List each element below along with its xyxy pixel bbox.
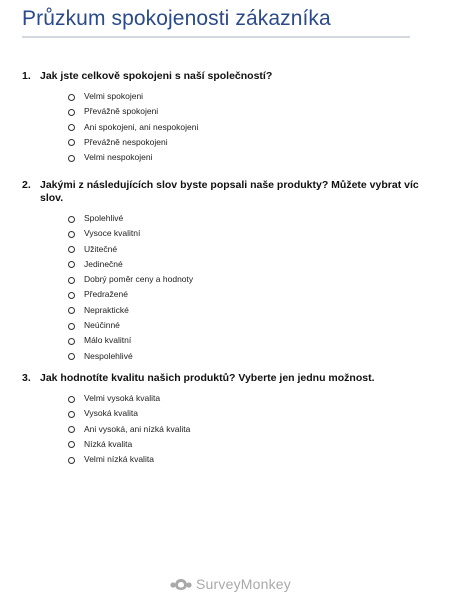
- radio-button[interactable]: [68, 94, 75, 101]
- question-number: 2.: [22, 179, 31, 191]
- option-label: Málo kvalitní: [84, 335, 132, 346]
- radio-button[interactable]: [68, 307, 75, 314]
- option-label: Nespolehlivé: [84, 350, 133, 361]
- title-divider: [22, 36, 410, 38]
- radio-button[interactable]: [68, 246, 75, 253]
- option-item[interactable]: [22, 242, 422, 257]
- option-label: Velmi spokojeni: [84, 91, 144, 101]
- radio-button[interactable]: [68, 261, 75, 268]
- surveymonkey-logo: [170, 574, 291, 594]
- option-item[interactable]: [22, 226, 422, 241]
- question-label: Jak hodnotíte kvalitu našich produktů? Vyberte jen jednu možnost.: [40, 372, 375, 384]
- surveymonkey-logo-icon: [170, 577, 192, 591]
- radio-button[interactable]: [68, 323, 75, 330]
- option-label: Vysoká kvalita: [84, 408, 139, 419]
- option-label: Ani vysoká, ani nízká kvalita: [84, 423, 191, 434]
- option-label: Velmi nízká kvalita: [84, 454, 154, 465]
- question-label: Jak jste celkově spokojeni s naší společností?: [40, 70, 273, 82]
- option-list: [22, 89, 422, 165]
- option-item[interactable]: [22, 349, 422, 364]
- radio-button[interactable]: [68, 231, 75, 238]
- page-title: Průzkum spokojenosti zákazníka: [22, 7, 331, 30]
- option-item[interactable]: [22, 303, 422, 318]
- radio-button[interactable]: [68, 139, 75, 146]
- option-item[interactable]: [22, 257, 422, 272]
- option-label: Převážně spokojeni: [84, 106, 159, 117]
- radio-button[interactable]: [68, 292, 75, 299]
- question-label: Jakými z následujících slov byste popsali naše produkty? Můžete vybrat víc slov.: [40, 179, 419, 204]
- question-number: 1.: [22, 70, 31, 82]
- question-text: [22, 179, 422, 205]
- option-label: Převážně nespokojeni: [84, 136, 168, 147]
- option-list: [22, 391, 422, 467]
- option-item[interactable]: [22, 135, 422, 150]
- option-item[interactable]: [22, 406, 422, 421]
- radio-button[interactable]: [68, 353, 75, 360]
- radio-button[interactable]: [68, 216, 75, 223]
- option-label: Nepraktické: [84, 304, 129, 315]
- radio-button[interactable]: [68, 109, 75, 116]
- option-label: Neúčinné: [84, 320, 120, 331]
- radio-button[interactable]: [68, 426, 75, 433]
- option-item[interactable]: [22, 333, 422, 348]
- option-item[interactable]: [22, 318, 422, 333]
- option-label: Jedinečné: [84, 258, 123, 269]
- option-item[interactable]: [22, 422, 422, 437]
- option-label: Spolehlivé: [84, 213, 124, 223]
- question-2: [22, 179, 422, 364]
- radio-button[interactable]: [68, 457, 75, 464]
- option-item[interactable]: [22, 211, 422, 226]
- option-label: Velmi vysoká kvalita: [84, 393, 161, 403]
- question-1: [22, 70, 422, 165]
- question-text: [22, 70, 422, 83]
- option-item[interactable]: [22, 104, 422, 119]
- option-label: Předražené: [84, 289, 128, 300]
- radio-button[interactable]: [68, 124, 75, 131]
- option-label: Užitečné: [84, 243, 118, 254]
- option-label: Vysoce kvalitní: [84, 228, 141, 239]
- option-label: Dobrý poměr ceny a hodnoty: [84, 274, 194, 285]
- option-label: Ani spokojeni, ani nespokojeni: [84, 121, 199, 132]
- option-item[interactable]: [22, 120, 422, 135]
- option-item[interactable]: [22, 150, 422, 165]
- radio-button[interactable]: [68, 277, 75, 284]
- option-item[interactable]: [22, 391, 422, 406]
- question-3: [22, 372, 422, 467]
- radio-button[interactable]: [68, 396, 75, 403]
- option-item[interactable]: [22, 452, 422, 467]
- radio-button[interactable]: [68, 338, 75, 345]
- radio-button[interactable]: [68, 411, 75, 418]
- radio-button[interactable]: [68, 155, 75, 162]
- option-label: Velmi nespokojeni: [84, 152, 153, 163]
- question-number: 3.: [22, 372, 31, 384]
- question-text: [22, 372, 422, 385]
- radio-button[interactable]: [68, 441, 75, 448]
- logo-text: SurveyMonkey: [196, 576, 291, 592]
- option-list: [22, 211, 422, 364]
- option-item[interactable]: [22, 437, 422, 452]
- option-item[interactable]: [22, 272, 422, 287]
- option-item[interactable]: [22, 287, 422, 302]
- option-item[interactable]: [22, 89, 422, 104]
- option-label: Nízká kvalita: [84, 438, 133, 449]
